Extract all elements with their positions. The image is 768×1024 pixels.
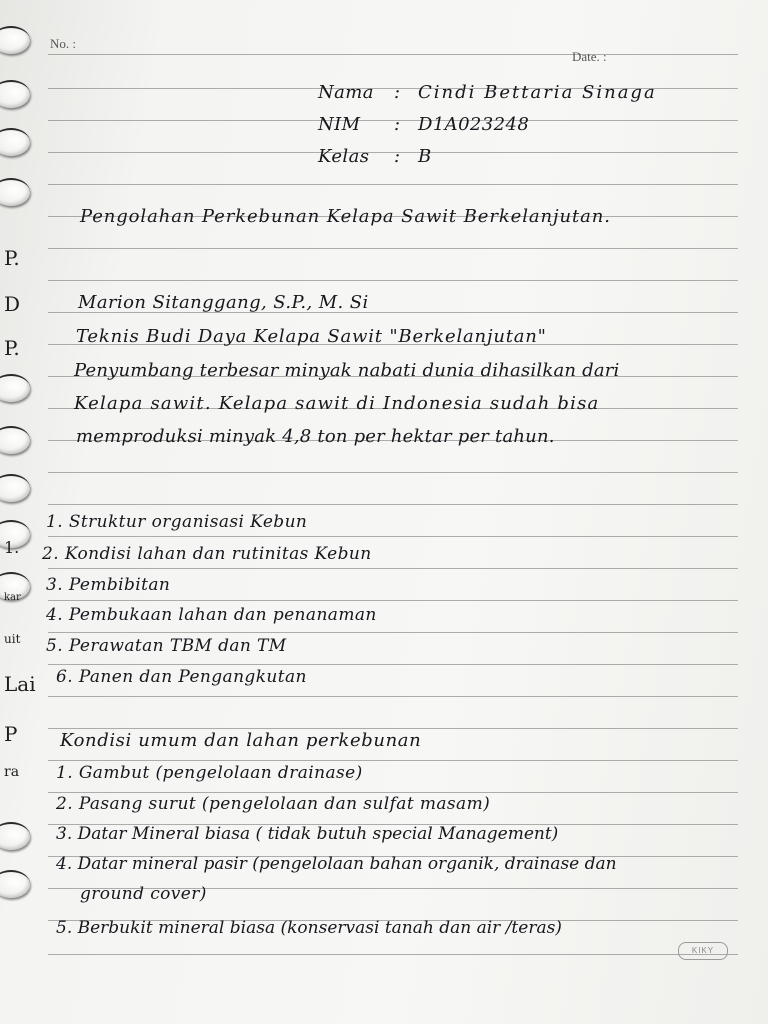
ruled-line	[48, 536, 738, 537]
ruled-line	[48, 248, 738, 249]
kondisi-item: 2. Pasang surut (pengelolaan dan sulfat masam)	[56, 794, 491, 814]
margin-note: 1.	[4, 538, 20, 557]
nim-value: D1A023248	[418, 114, 530, 135]
binding-ring	[0, 178, 30, 206]
margin-note: P.	[4, 336, 20, 360]
nama-label: Nama	[318, 82, 374, 103]
page-title: Pengolahan Perkebunan Kelapa Sawit Berkelanjutan.	[80, 206, 611, 227]
binding-ring	[0, 26, 30, 54]
intro-line: Kelapa sawit. Kelapa sawit di Indonesia sudah bisa	[74, 393, 600, 414]
ruled-line	[48, 954, 738, 955]
separator: :	[394, 82, 401, 103]
margin-note: P.	[4, 246, 20, 270]
ruled-line	[48, 504, 738, 505]
margin-note: Lai	[4, 672, 36, 696]
ruled-line	[48, 728, 738, 729]
ruled-line	[48, 54, 738, 55]
kondisi-item: 3. Datar Mineral biasa ( tidak butuh special Management)	[56, 824, 559, 844]
intro-line: memproduksi minyak 4,8 ton per hektar per tahun.	[76, 426, 555, 447]
kondisi-item: 1. Gambut (pengelolaan drainase)	[56, 763, 363, 783]
topic-item: 6. Panen dan Pengangkutan	[56, 667, 307, 687]
margin-note: P	[4, 722, 18, 746]
ruled-line	[48, 120, 738, 121]
margin-note: kar	[4, 592, 21, 603]
binding-rings	[0, 0, 40, 1024]
lecturer-line: Marion Sitanggang, S.P., M. Si	[78, 292, 369, 313]
topic-item: 5. Perawatan TBM dan TM	[46, 636, 287, 656]
ruled-line	[48, 600, 738, 601]
kondisi-item: ground cover)	[80, 884, 207, 904]
topic-item: 3. Pembibitan	[46, 575, 171, 595]
no-label: No. :	[50, 36, 76, 51]
binding-ring	[0, 474, 30, 502]
margin-note: ra	[4, 764, 20, 780]
binding-ring	[0, 822, 30, 850]
ruled-line	[48, 632, 738, 633]
ruled-line	[48, 280, 738, 281]
nim-label: NIM	[318, 114, 361, 135]
ruled-line	[48, 184, 738, 185]
kondisi-heading: Kondisi umum dan lahan perkebunan	[60, 730, 422, 751]
kondisi-item: 4. Datar mineral pasir (pengelolaan bahan organik, drainase dan	[56, 854, 617, 874]
topic-item: 1. Struktur organisasi Kebun	[46, 512, 308, 532]
brand-logo: KIKY	[678, 942, 728, 960]
ruled-line	[48, 472, 738, 473]
binding-ring	[0, 870, 30, 898]
binding-ring	[0, 128, 30, 156]
kelas-label: Kelas	[318, 146, 370, 167]
margin-note: D	[4, 292, 21, 316]
intro-line: Penyumbang terbesar minyak nabati dunia dihasilkan dari	[74, 360, 620, 381]
binding-ring	[0, 426, 30, 454]
binding-ring	[0, 374, 30, 402]
kelas-value: B	[418, 146, 432, 167]
separator: :	[394, 146, 401, 167]
ruled-line	[48, 792, 738, 793]
date-label: Date. :	[572, 49, 607, 64]
ruled-line	[48, 152, 738, 153]
kondisi-item: 5. Berbukit mineral biasa (konservasi tanah dan air /teras)	[56, 918, 562, 938]
margin-note: uit	[4, 632, 21, 646]
ruled-line	[48, 760, 738, 761]
topic-item: 2. Kondisi lahan dan rutinitas Kebun	[42, 544, 372, 564]
ruled-line	[48, 568, 738, 569]
separator: :	[394, 114, 401, 135]
ruled-line	[48, 696, 738, 697]
binding-ring	[0, 80, 30, 108]
intro-line: Teknis Budi Daya Kelapa Sawit "Berkelanjutan"	[76, 326, 547, 347]
nama-value: Cindi Bettaria Sinaga	[418, 82, 657, 103]
topic-item: 4. Pembukaan lahan dan penanaman	[46, 605, 377, 625]
ruled-line	[48, 664, 738, 665]
